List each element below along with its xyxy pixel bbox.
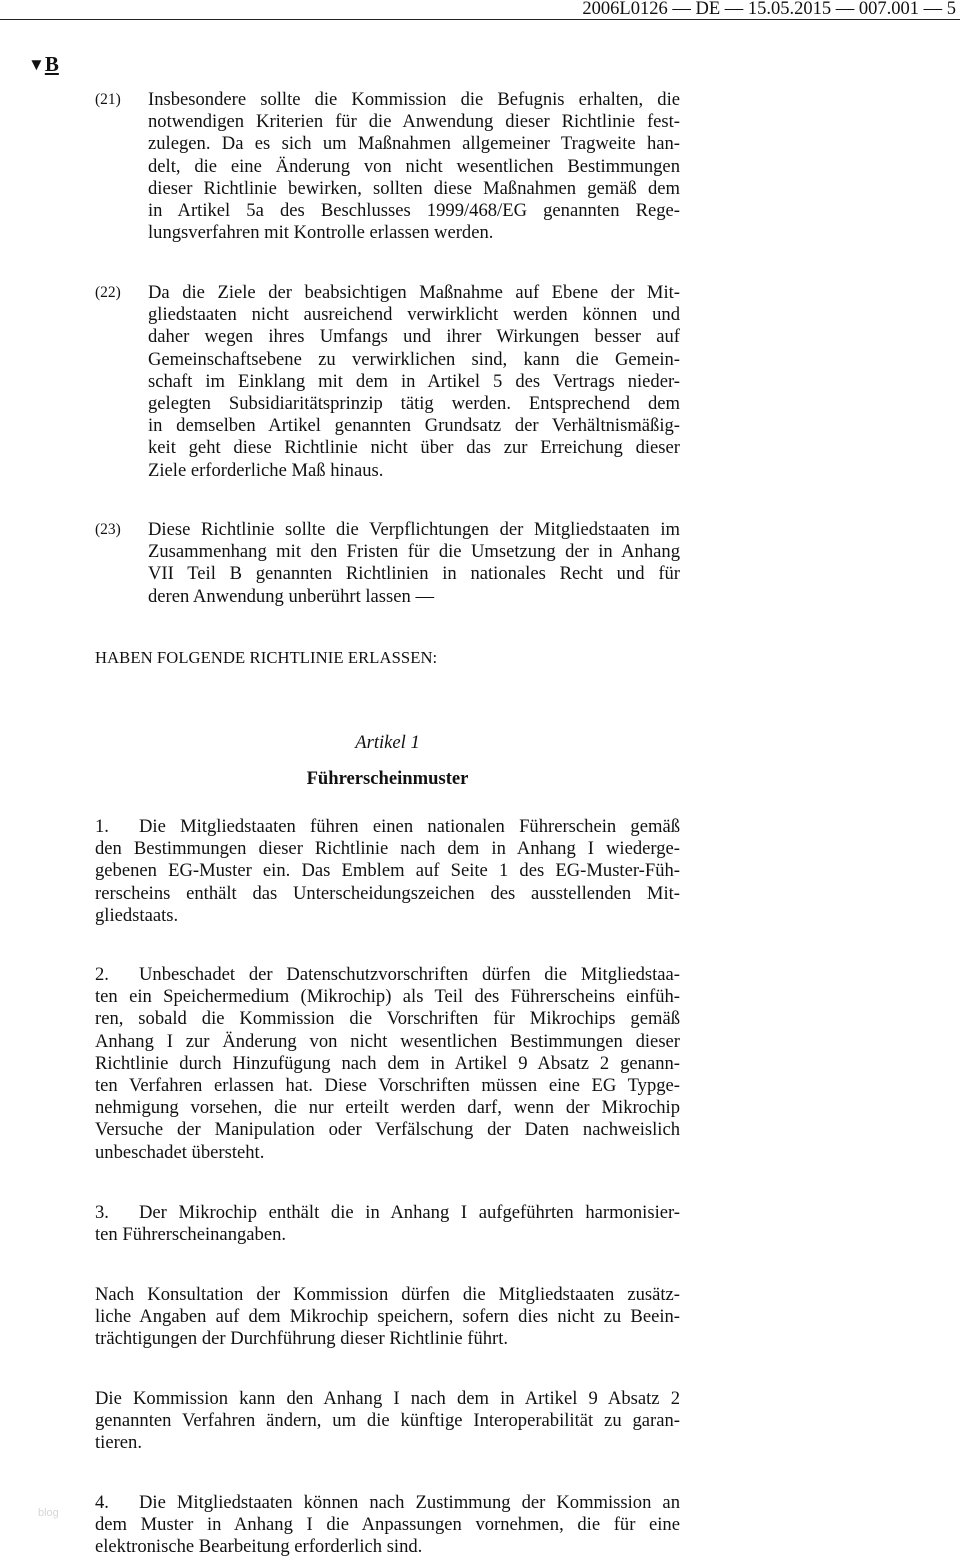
line-text: ten ein Speichermedium (Mikrochip) als Teil des Führerscheins einfüh- <box>95 986 680 1008</box>
text-line <box>95 838 680 860</box>
line-text: daher wegen ihres Umfangs und ihrer Wirkungen besser auf <box>148 326 680 348</box>
text-line <box>95 1119 680 1141</box>
line-text: tieren. <box>95 1432 142 1454</box>
text-line <box>95 1224 680 1246</box>
text-line <box>95 1492 680 1514</box>
enacting-formula: HABEN FOLGENDE RICHTLINIE ERLASSEN: <box>95 648 438 667</box>
line-text: Insbesondere sollte die Kommission die Befugnis erhalten, die <box>148 89 680 110</box>
paragraph <box>95 1202 680 1246</box>
text-line <box>95 1202 680 1224</box>
text-line <box>148 586 680 608</box>
line-text: Richtlinie durch Hinzufügung nach dem in Artikel 9 Absatz 2 genann- <box>95 1052 680 1074</box>
text-line <box>148 541 680 563</box>
text-line <box>148 89 680 111</box>
text-line <box>148 133 680 155</box>
paragraph <box>95 816 680 927</box>
header-rule <box>0 19 960 20</box>
text-line <box>95 883 680 905</box>
line-text: den Bestimmungen dieser Richtlinie nach dem in Anhang I wiederge- <box>95 838 680 860</box>
text-line <box>95 1432 680 1454</box>
text-line <box>95 905 680 927</box>
line-text: ren, sobald die Kommission die Vorschriften für Mikrochips gemäß <box>95 1008 680 1030</box>
paragraph-number: 4. <box>95 1492 109 1513</box>
line-text: Da die Ziele der beabsichtigen Maßnahme auf Ebene der Mit- <box>148 282 680 303</box>
amendment-marker <box>28 52 59 78</box>
line-text: unbeschadet übersteht. <box>95 1141 265 1163</box>
line-text: Die Mitgliedstaaten können nach Zustimmung der Kommission an <box>139 1492 680 1513</box>
line-text: delt, die eine Änderung von nicht wesentlichen Bestimmungen <box>148 155 680 177</box>
text-line <box>148 349 680 371</box>
text-line <box>148 304 680 326</box>
paragraph <box>95 1388 680 1455</box>
paragraph <box>95 1284 680 1351</box>
line-text: liche Angaben auf dem Mikrochip speichern, sofern dies nicht zu Beein- <box>95 1306 680 1328</box>
text-line <box>95 1410 680 1432</box>
recital-text <box>148 89 680 244</box>
triangle-down-icon: ▼ <box>28 55 45 74</box>
text-line <box>148 326 680 348</box>
document-reference: 2006L0126 — DE — 15.05.2015 — 007.001 — 5 <box>582 0 956 19</box>
line-text: dieser Richtlinie bewirken, sollten diese Maßnahmen gemäß dem <box>148 177 680 199</box>
text-line <box>95 1536 680 1558</box>
line-text: Nach Konsultation der Kommission dürfen die Mitgliedstaaten zusätz- <box>95 1284 680 1305</box>
line-text: ten Verfahren erlassen hat. Diese Vorschriften müssen eine EG Typge- <box>95 1075 680 1097</box>
text-line <box>95 964 680 986</box>
text-line <box>148 200 680 222</box>
text-line <box>95 1053 680 1075</box>
line-text: rerscheins enthält das Unterscheidungszeichen des ausstellenden Mit- <box>95 882 680 904</box>
text-line <box>148 519 680 541</box>
line-text: deren Anwendung unberührt lassen — <box>148 585 435 607</box>
line-text: Der Mikrochip enthält die in Anhang I aufgeführten harmonisier- <box>139 1202 680 1223</box>
line-text: notwendigen Kriterien für die Anwendung dieser Richtlinie fest- <box>148 111 680 133</box>
text-line <box>95 1008 680 1030</box>
article-title: Führerscheinmuster <box>306 768 469 789</box>
text-line <box>95 1031 680 1053</box>
line-text: VII Teil B genannten Richtlinien in nationales Recht und für <box>148 563 680 585</box>
text-line <box>95 860 680 882</box>
line-text: lungsverfahren mit Kontrolle erlassen werden. <box>148 222 494 244</box>
text-line <box>95 1328 680 1350</box>
line-text: Unbeschadet der Datenschutzvorschriften dürfen die Mitgliedstaa- <box>139 964 680 985</box>
text-line <box>148 437 680 459</box>
text-line <box>148 393 680 415</box>
text-line <box>148 178 680 200</box>
line-text: zulegen. Da es sich um Maßnahmen allgemeiner Tragweite han- <box>148 133 680 155</box>
recital-number: (21) <box>95 91 121 108</box>
line-text: Die Mitgliedstaaten führen einen nationalen Führerschein gemäß <box>139 816 680 837</box>
line-text: dem Muster in Anhang I die Anpassungen vornehmen, die für eine <box>95 1514 680 1536</box>
line-text: gliedstaaten nicht ausreichend verwirklicht werden können und <box>148 304 680 326</box>
text-line <box>95 1306 680 1328</box>
paragraph <box>95 1492 680 1559</box>
text-line <box>148 563 680 585</box>
text-line <box>148 222 680 244</box>
line-text: gebenen EG-Muster ein. Das Emblem auf Seite 1 des EG-Muster-Füh- <box>95 860 680 882</box>
text-line <box>95 1284 680 1306</box>
line-text: genannten Verfahren ändern, um die künftige Interoperabilität zu garan- <box>95 1410 680 1432</box>
article-number: Artikel 1 <box>355 732 420 753</box>
line-text: Zusammenhang mit den Fristen für die Umsetzung der in Anhang <box>148 541 680 563</box>
text-line <box>95 1514 680 1536</box>
text-line <box>95 1142 680 1164</box>
line-text: elektronische Bearbeitung erforderlich sind. <box>95 1536 423 1558</box>
recital-number: (22) <box>95 284 121 301</box>
text-line <box>95 1075 680 1097</box>
line-text: Anhang I zur Änderung von nicht wesentlichen Bestimmungen dieser <box>95 1030 680 1052</box>
paragraph <box>95 964 680 1164</box>
paragraph-number: 3. <box>95 1202 109 1223</box>
text-line <box>95 816 680 838</box>
line-text: Ziele erforderliche Maß hinaus. <box>148 459 384 481</box>
watermark: blog <box>38 1507 59 1519</box>
line-text: Versuche der Manipulation oder Verfälschung der Daten nachweislich <box>95 1119 680 1141</box>
text-line <box>95 986 680 1008</box>
recital-number: (23) <box>95 521 121 538</box>
text-line <box>148 460 680 482</box>
line-text: in demselben Artikel genannten Grundsatz der Verhältnismäßig- <box>148 415 680 437</box>
text-line <box>148 415 680 437</box>
line-text: trächtigungen der Durchführung dieser Richtlinie führt. <box>95 1328 509 1350</box>
recital-text <box>148 519 680 608</box>
text-line <box>148 371 680 393</box>
line-text: Diese Richtlinie sollte die Verpflichtungen der Mitgliedstaaten im <box>148 519 680 540</box>
paragraph-number: 2. <box>95 964 109 985</box>
line-text: schaft im Einklang mit dem in Artikel 5 des Vertrags nieder- <box>148 370 680 392</box>
line-text: in Artikel 5a des Beschlusses 1999/468/EG genannten Rege- <box>148 200 680 222</box>
amendment-marker-letter: B <box>44 52 59 76</box>
text-line <box>148 156 680 178</box>
line-text: ten Führerscheinangaben. <box>95 1224 287 1246</box>
line-text: gelegten Subsidiaritätsprinzip tätig werden. Entsprechend dem <box>148 393 680 415</box>
line-text: keit geht diese Richtlinie nicht über das zur Erreichung dieser <box>148 437 680 459</box>
text-line <box>148 282 680 304</box>
text-line <box>95 1097 680 1119</box>
line-text: Die Kommission kann den Anhang I nach dem in Artikel 9 Absatz 2 <box>95 1388 680 1409</box>
line-text: Gemeinschaftsebene zu verwirklichen sind, kann die Gemein- <box>148 348 680 370</box>
recital-text <box>148 282 680 482</box>
paragraph-number: 1. <box>95 816 109 837</box>
text-line <box>148 111 680 133</box>
line-text: nehmigung vorsehen, die nur erteilt werden darf, wenn der Mikrochip <box>95 1097 680 1119</box>
line-text: gliedstaats. <box>95 904 179 926</box>
text-line <box>95 1388 680 1410</box>
